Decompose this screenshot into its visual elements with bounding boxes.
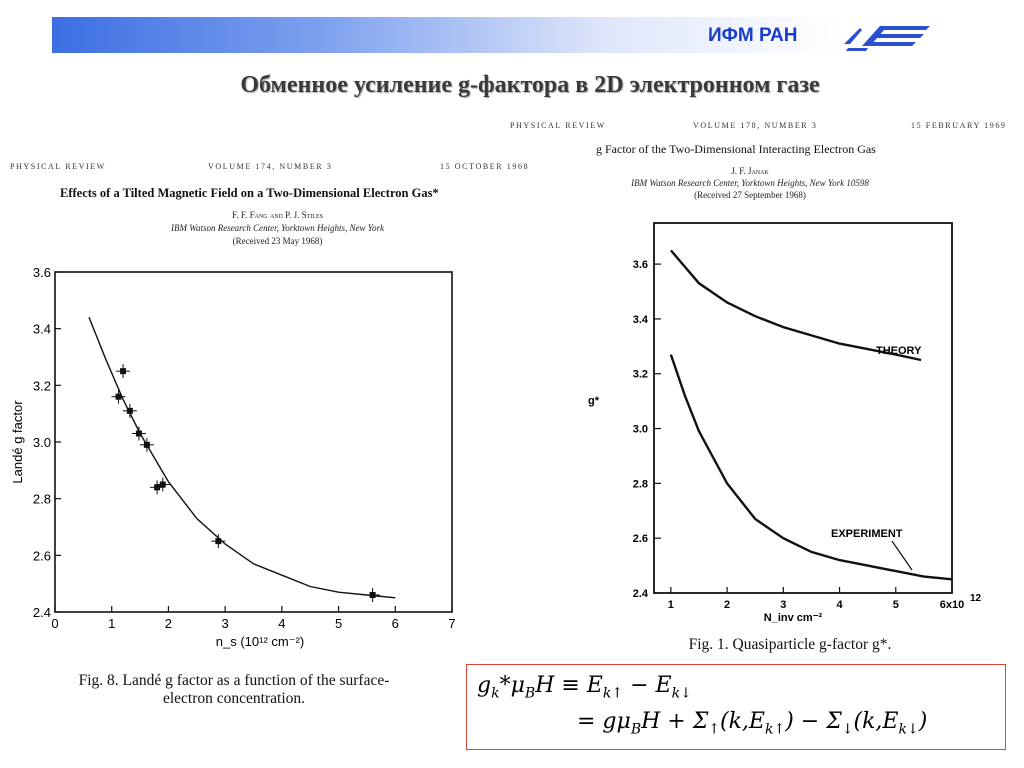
y-tick-label: 3.6 [632, 259, 648, 272]
org-name: ИФМ РАН [708, 25, 798, 46]
experiment-pointer [892, 541, 912, 570]
x-tick-label: 0 [51, 616, 59, 631]
y-tick-label: 2.6 [32, 548, 51, 564]
left-chart-frame [55, 272, 452, 612]
right-volume: VOLUME 178, NUMBER 3 [693, 121, 818, 130]
series-line-theory [671, 250, 921, 360]
right-paper-title: g Factor of the Two-Dimensional Interacting Electron Gas [596, 142, 876, 156]
y-tick-label: 2.4 [32, 605, 51, 620]
x-tick-label: 4 [278, 616, 286, 631]
right-chart-frame [654, 223, 952, 593]
right-journal: PHYSICAL REVIEW [510, 121, 606, 130]
y-axis-label: g* [588, 395, 599, 407]
right-received: (Received 27 September 1968) [694, 190, 806, 200]
x-axis-label: N_inv cm⁻² [763, 612, 823, 624]
x-tick-label: 7 [448, 616, 456, 631]
formula-box [466, 664, 1006, 750]
data-point [127, 408, 133, 414]
x-tick-label: 5 [334, 616, 343, 631]
y-tick-label: 3.6 [32, 265, 51, 280]
y-tick-label: 3.4 [32, 321, 51, 337]
y-tick-label: 2.8 [632, 478, 648, 491]
y-tick-label: 2.4 [632, 588, 648, 600]
data-point [136, 431, 142, 437]
y-axis-label: Landé g factor [10, 400, 25, 484]
left-caption-line2: electron concentration. [162, 690, 305, 707]
slide-title: Обменное усиление g-фактора в 2D электронном газе [240, 72, 820, 98]
y-tick-label: 3.4 [632, 313, 648, 326]
y-tick-label: 2.8 [32, 491, 51, 507]
right-caption: Fig. 1. Quasiparticle g-factor g*. [688, 636, 892, 653]
fit-curve [89, 317, 395, 598]
left-received: (Received 23 May 1968) [232, 236, 323, 246]
formula-line1: $g_k*\mu_BH \equiv E_{k↑} - E_{k↓}$ [477, 673, 692, 702]
series-label-experiment: EXPERIMENT [831, 528, 903, 540]
series-line-experiment [671, 355, 952, 580]
data-point [116, 394, 122, 400]
x-tick-label: 3 [221, 616, 229, 631]
data-point [160, 482, 166, 488]
y-tick-label: 3.0 [32, 435, 51, 450]
series-label-theory: THEORY [876, 345, 922, 357]
data-point [370, 592, 376, 598]
data-point [144, 442, 150, 448]
formula-line2: = $g\mu_BH + \Sigma_↑(k,E_{k↑}) - \Sigma_↓(k,E_{k↓})$ [577, 709, 928, 738]
x-tick-label: 4 [836, 599, 843, 611]
x-axis-label: n_s (10¹² cm⁻²) [215, 634, 305, 649]
y-tick-label: 3.0 [632, 423, 648, 436]
right-date: 15 FEBRUARY 1969 [911, 121, 1007, 130]
right-affiliation: IBM Watson Research Center, Yorktown Heights, New York 10598 [631, 178, 869, 188]
x-tick-label: 3 [780, 599, 787, 611]
x-tick-label: 5 [892, 599, 899, 611]
left-caption-line1: Fig. 8. Landé g factor as a function of the surface- [78, 672, 390, 689]
x-tick-label: 1 [108, 616, 116, 631]
left-date: 15 OCTOBER 1968 [440, 162, 530, 171]
x-tick-label: 2 [164, 616, 173, 631]
y-tick-label: 2.6 [632, 533, 648, 546]
x-tick-label: 1 [667, 599, 674, 611]
left-authors: F. F. Fang and P. J. Stiles [232, 210, 323, 220]
data-point [120, 368, 126, 374]
y-tick-label: 3.2 [632, 368, 648, 381]
left-volume: VOLUME 174, NUMBER 3 [208, 162, 333, 171]
left-paper-title: Effects of a Tilted Magnetic Field on a Two-Dimensional Electron Gas* [60, 186, 439, 200]
x-tick-label: 6x10 [939, 599, 965, 611]
y-tick-label: 3.2 [32, 378, 51, 394]
data-point [215, 538, 221, 544]
x-tick-label: 6 [391, 616, 399, 631]
data-point [154, 484, 160, 490]
left-chart [0, 262, 470, 652]
x-tick-label: 2 [724, 599, 731, 611]
x-unit-exponent: 12 [970, 593, 982, 604]
institute-logo-icon [840, 20, 936, 56]
left-journal: PHYSICAL REVIEW [10, 162, 106, 171]
right-chart [574, 210, 1024, 630]
right-authors: J. F. Janak [731, 166, 769, 176]
left-affiliation: IBM Watson Research Center, Yorktown Heights, New York [171, 223, 384, 233]
